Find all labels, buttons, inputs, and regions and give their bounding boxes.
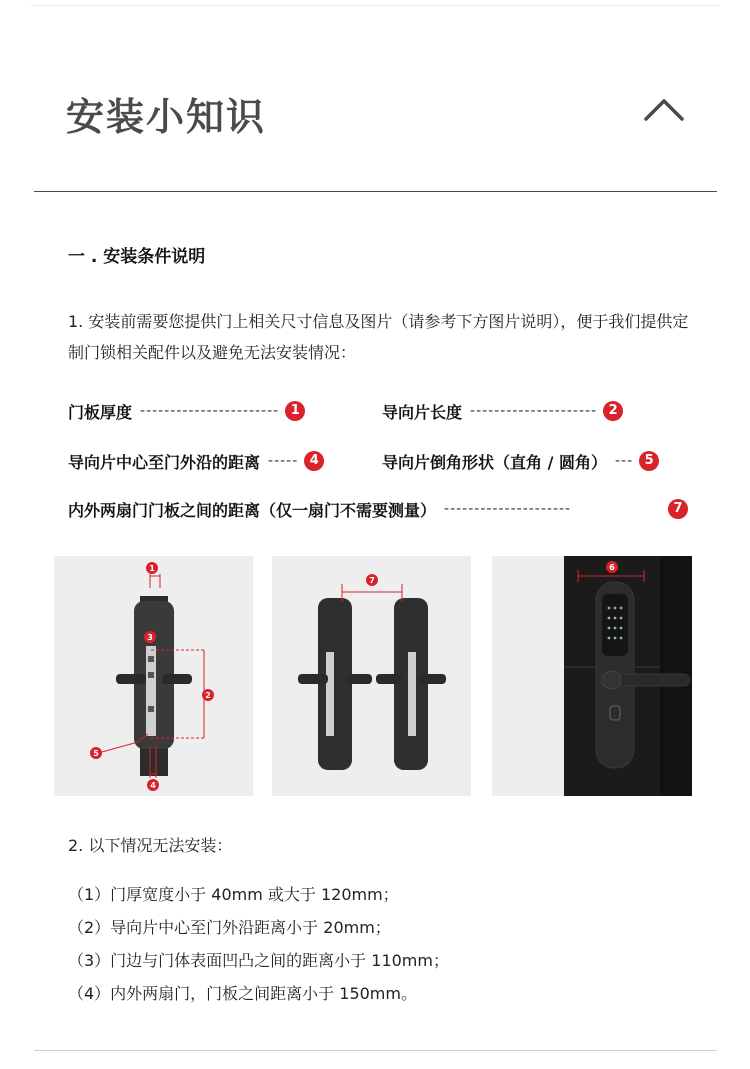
spec-dashes: ---	[615, 453, 634, 469]
intro-paragraph: 1. 安装前需要您提供门上相关尺寸信息及图片（请参考下方图片说明），便于我们提供定制门锁相关配件以及避免无法安装情况：	[68, 312, 689, 362]
spec-two-doors-distance	[68, 496, 688, 522]
list-item: （2）导向片中心至门外沿距离小于 20mm；	[68, 918, 391, 937]
conditions-title: 2. 以下情况无法安装：	[68, 836, 233, 855]
spec-label: 导向片倒角形状（直角 / 圆角）	[382, 452, 607, 472]
number-badge: 4	[304, 451, 324, 471]
chevron-up-icon	[641, 88, 687, 128]
list-item: （1）门厚宽度小于 40mm 或大于 120mm；	[68, 885, 399, 904]
mark-2: 2	[205, 691, 211, 700]
header-title: 安装小知识	[66, 95, 267, 139]
spec-guide-length	[382, 398, 688, 424]
spec-dashes: ---------------------	[444, 501, 572, 517]
spec-label: 导向片中心至门外沿的距离	[68, 452, 261, 472]
mark-3: 3	[147, 633, 153, 642]
collapsible-header[interactable]	[34, 60, 717, 192]
diagram-installed-lock	[492, 556, 692, 796]
two-doors-diagram	[272, 556, 471, 796]
list-item: （3）门边与门体表面凹凸之间的距离小于 110mm；	[68, 951, 449, 970]
number-badge: 2	[603, 401, 623, 421]
spec-row-2	[68, 448, 688, 474]
spec-dashes: -----	[268, 453, 299, 469]
diagram-two-doors	[272, 556, 471, 796]
spec-label: 导向片长度	[382, 402, 463, 422]
spec-door-thickness	[68, 398, 358, 424]
spec-row-3	[68, 496, 688, 522]
spec-dashes: -----------------------	[140, 403, 280, 419]
mark-1: 1	[149, 564, 155, 573]
spec-guide-chamfer	[382, 448, 692, 474]
diagram-side-view	[54, 556, 253, 796]
collapse-button[interactable]	[641, 88, 687, 128]
spec-guide-center-distance	[68, 448, 368, 474]
installed-lock-illustration	[492, 556, 692, 796]
spec-dashes: ---------------------	[470, 403, 598, 419]
conditions-list	[68, 878, 693, 1010]
mark-6: 6	[609, 563, 615, 572]
spec-row-1	[68, 398, 688, 424]
mark-7: 7	[369, 576, 375, 585]
list-item: （4）内外两扇门，门板之间距离小于 150mm。	[68, 984, 417, 1003]
spec-label: 门板厚度	[68, 402, 133, 422]
mark-5: 5	[93, 749, 99, 758]
spec-label: 内外两扇门门板之间的距离（仅一扇门不需要测量）	[68, 500, 437, 520]
bottom-divider	[34, 1050, 717, 1051]
mark-4: 4	[150, 781, 156, 790]
number-badge: 7	[668, 499, 688, 519]
number-badge: 1	[285, 401, 305, 421]
section-title: 一 . 安装条件说明	[68, 247, 206, 267]
top-divider	[30, 5, 720, 6]
side-view-diagram	[54, 556, 253, 796]
number-badge: 5	[639, 451, 659, 471]
